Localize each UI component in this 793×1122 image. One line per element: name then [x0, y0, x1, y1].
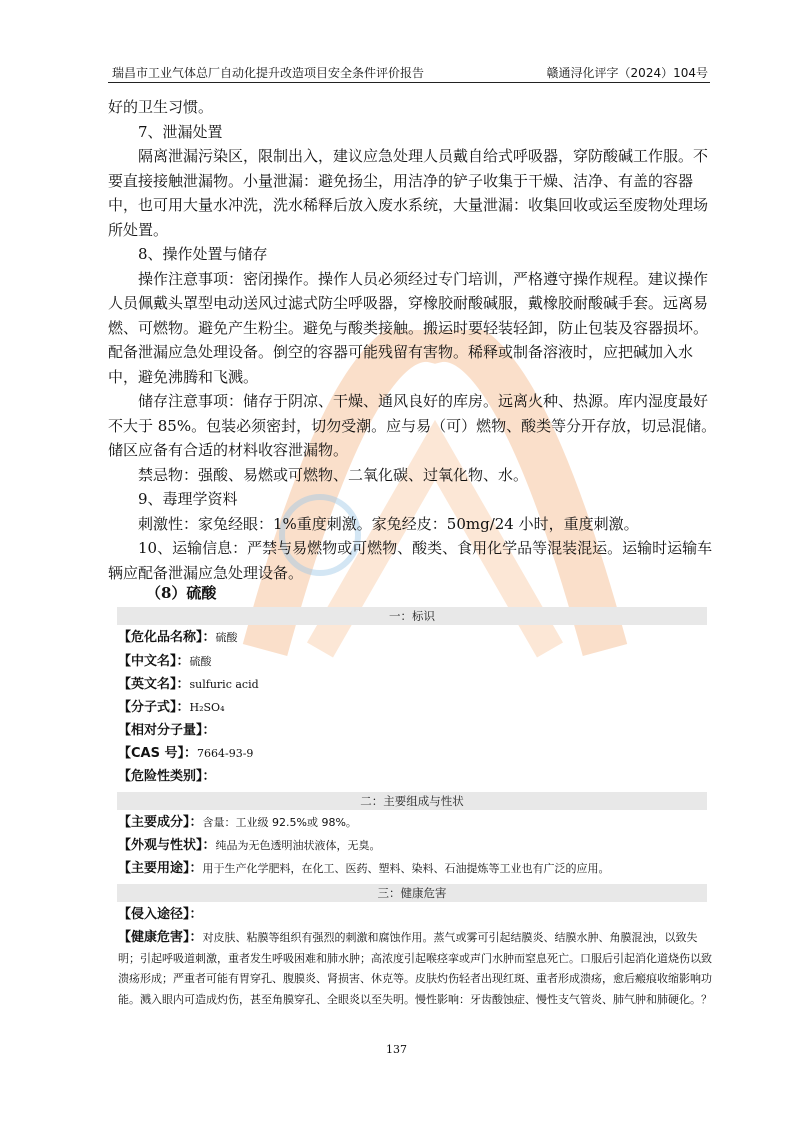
health-hazard-value: 对皮肤、粘膜等组织有强烈的刺激和腐蚀作用。蒸气或雾可引起结膜炎、结膜水肿、角膜混浊，以致失明；引起呼吸道刺激，重者发生呼吸困难和肺水肿；高浓度引起喉痉挛或声门水肿而窒息死亡。口服后引起消化道烧伤以致溃疡形成；严重者可能有胃穿孔、腹膜炎、肾损害、休克等。皮肤灼伤轻者出现红斑、重者形成溃疡，愈后瘢痕收缩影响功能。溅入眼内可造成灼伤，甚至角膜穿孔、全眼炎以至失明。慢性影响：牙齿酸蚀症、慢性支气管炎、肺气肿和肺硬化。？	[118, 931, 712, 1006]
english-name-value: sulfuric acid	[189, 678, 259, 691]
field-molecular-weight	[118, 721, 216, 741]
chinese-name-value: 硫酸	[189, 655, 212, 668]
heading-leak-handling: 7、泄漏处置	[138, 122, 223, 141]
field-chinese-name	[118, 652, 212, 672]
field-appearance	[118, 836, 381, 856]
paragraph-incompatibles: 禁忌物：强酸、易燃或可燃物、二氧化碳、过氧化物、水。	[138, 465, 529, 484]
field-exposure-route	[118, 905, 203, 925]
hazard-class-label: 【危险性类别】：	[118, 769, 216, 784]
field-composition	[118, 813, 357, 833]
formula-value: H₂SO₄	[189, 701, 225, 714]
field-english-name	[118, 675, 259, 695]
hazchem-name-value: 硫酸	[215, 631, 238, 644]
heading-operation-storage: 8、操作处置与储存	[138, 245, 268, 263]
page-header	[112, 66, 708, 82]
health-hazard-label: 【健康危害】：	[118, 930, 203, 945]
paragraph-operation-notes: 操作注意事项：密闭操作。操作人员必须经过专门培训，严格遵守操作规程。建议操作人员佩戴头罩型电动送风过滤式防尘呼吸器，穿橡胶耐酸碱服，戴橡胶耐酸碱手套。远离易燃、可燃物。避免产生粉尘。避免与酸类接触。搬运时要轻装轻卸，防止包装及容器损坏。配备泄漏应急处理设备。倒空的容器可能残留有害物。稀释或制备溶液时，应把碱加入水中，避免沸腾和飞溅。	[108, 269, 709, 386]
section-title: （8）硫酸	[146, 584, 217, 602]
paragraph-hygiene: 好的卫生习惯。	[108, 98, 214, 116]
cas-value: 7664-93-9	[197, 747, 254, 760]
band-identification: 一：标识	[117, 607, 707, 625]
composition-label: 【主要成分】：	[118, 815, 203, 830]
field-main-use	[118, 859, 610, 879]
field-formula	[118, 698, 224, 718]
header-divider	[108, 82, 710, 83]
band-health-hazard: 三：健康危害	[117, 884, 707, 902]
molecular-weight-label: 【相对分子量】：	[118, 723, 216, 738]
main-use-value: 用于生产化学肥料，在化工、医药、塑料、染料、石油提炼等工业也有广泛的应用。	[202, 862, 610, 875]
page-number: 137	[386, 1043, 407, 1056]
body-text	[108, 95, 718, 585]
band-composition: 二：主要组成与性状	[117, 792, 707, 810]
chinese-name-label: 【中文名】：	[118, 654, 190, 669]
report-number: 赣通浔化评字（2024）104号	[546, 66, 708, 80]
appearance-label: 【外观与性状】：	[118, 838, 216, 853]
field-health-hazard	[118, 928, 712, 1010]
field-hazard-class	[118, 767, 216, 787]
hazchem-name-label: 【危化品名称】：	[118, 630, 216, 645]
formula-label: 【分子式】：	[118, 700, 190, 715]
paragraph-transport: 10、运输信息：严禁与易燃物或可燃物、酸类、食用化学品等混装混运。运输时运输车辆应配备泄漏应急处理设备。	[108, 539, 713, 582]
cas-label: 【CAS 号】：	[118, 746, 197, 761]
english-name-label: 【英文名】：	[118, 677, 190, 692]
paragraph-irritation: 刺激性：家兔经眼：1%重度刺激。家兔经皮：50mg/24 小时，重度刺激。	[138, 514, 639, 533]
field-hazchem-name	[118, 628, 238, 648]
paragraph-storage-notes: 储存注意事项：储存于阴凉、干燥、通风良好的库房。远离火种、热源。库内湿度最好不大于 85%。包装必须密封，切勿受潮。应与易（可）燃物、酸类等分开存放，切忌混储。储区应备有合适的材料收容泄漏物。	[108, 392, 717, 459]
field-cas-number	[118, 744, 253, 764]
paragraph-leak-handling: 隔离泄漏污染区，限制出入，建议应急处理人员戴自给式呼吸器，穿防酸碱工作服。不要直接接触泄漏物。小量泄漏：避免扬尘，用洁净的铲子收集于干燥、洁净、有盖的容器中，也可用大量水冲洗，洗水稀释后放入废水系统，大量泄漏：收集回收或运至废物处理场所处置。	[108, 147, 709, 239]
main-use-label: 【主要用途】：	[118, 861, 203, 876]
appearance-value: 纯品为无色透明油状液体，无臭。	[215, 839, 381, 852]
heading-toxicology: 9、毒理学资料	[138, 490, 238, 508]
composition-value: 含量：工业级 92.5%或 98%。	[202, 816, 357, 829]
report-title: 瑞昌市工业气体总厂自动化提升改造项目安全条件评价报告	[112, 66, 425, 80]
exposure-route-label: 【侵入途径】：	[118, 907, 203, 922]
